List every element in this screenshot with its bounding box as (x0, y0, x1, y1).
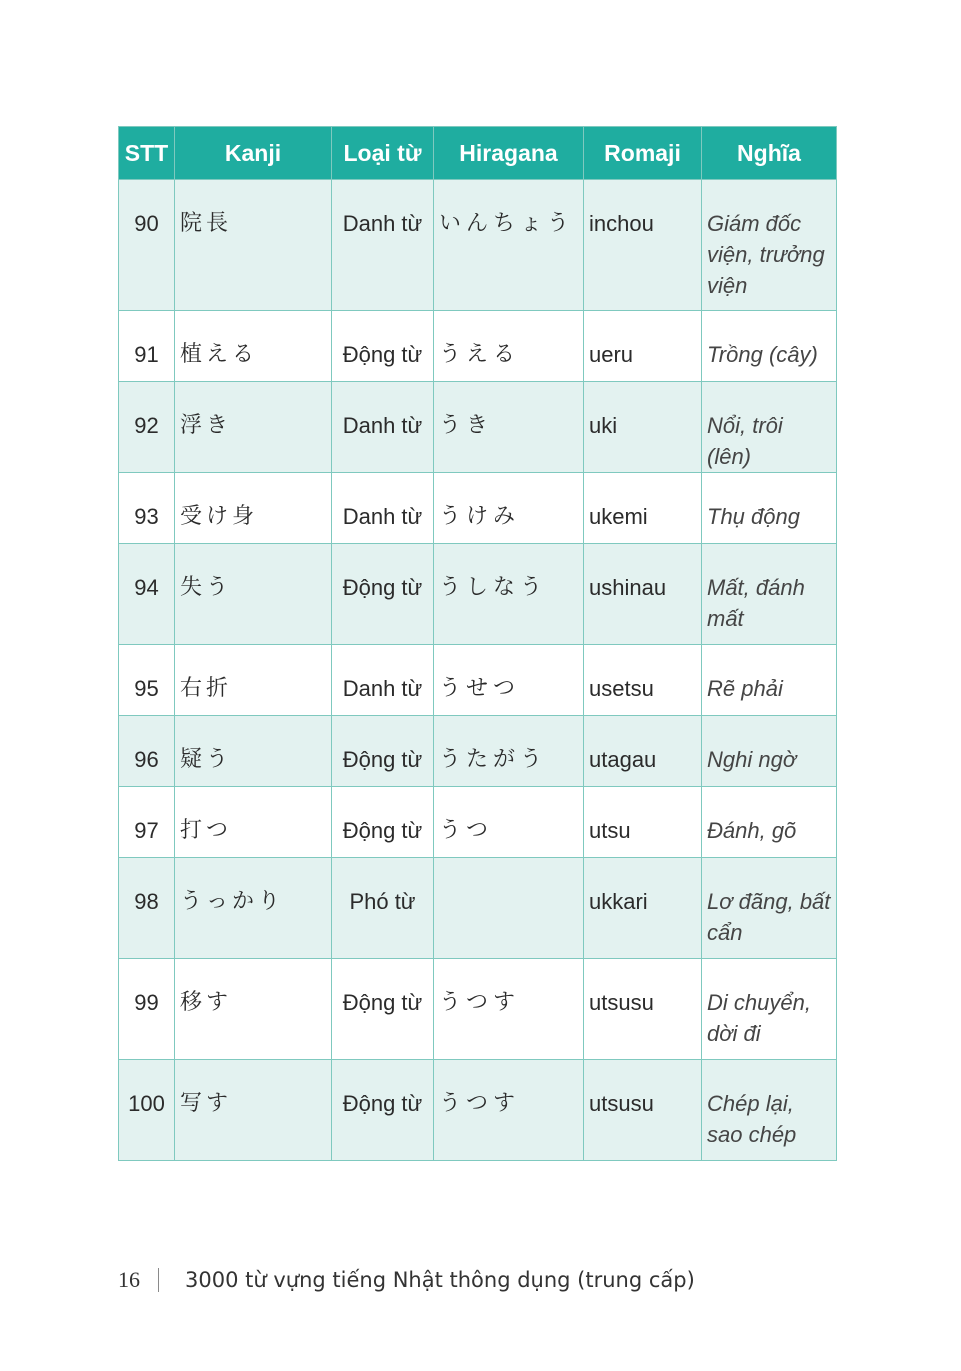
cell-word-type: Động từ (332, 959, 434, 1060)
cell-kanji: 植える (175, 311, 332, 382)
cell-kanji: 写す (175, 1060, 332, 1161)
cell-hiragana: うけみ (434, 473, 584, 544)
header-stt: STT (119, 127, 175, 180)
cell-stt: 92 (119, 382, 175, 473)
table-body (119, 180, 837, 1161)
header-kanji: Kanji (175, 127, 332, 180)
table-row (119, 311, 837, 382)
table-row (119, 858, 837, 959)
cell-kanji: 右折 (175, 645, 332, 716)
cell-hiragana: うつす (434, 1060, 584, 1161)
cell-romaji: ukkari (584, 858, 702, 959)
cell-stt: 91 (119, 311, 175, 382)
table-row (119, 382, 837, 473)
cell-meaning: Chép lại, sao chép (702, 1060, 837, 1161)
header-word-type: Loại từ (332, 127, 434, 180)
table-row (119, 180, 837, 311)
table-row (119, 959, 837, 1060)
cell-hiragana: いんちょう (434, 180, 584, 311)
cell-meaning: Nghi ngờ (702, 716, 837, 787)
cell-meaning: Rẽ phải (702, 645, 837, 716)
table-row (119, 544, 837, 645)
page-number: 16 (118, 1267, 140, 1292)
cell-romaji: utagau (584, 716, 702, 787)
cell-kanji: 浮き (175, 382, 332, 473)
cell-stt: 96 (119, 716, 175, 787)
cell-romaji: inchou (584, 180, 702, 311)
table-row (119, 716, 837, 787)
cell-word-type: Phó từ (332, 858, 434, 959)
cell-kanji: 移す (175, 959, 332, 1060)
cell-kanji: うっかり (175, 858, 332, 959)
vocabulary-table (118, 126, 837, 1161)
cell-meaning: Nổi, trôi (lên) (702, 382, 837, 473)
cell-word-type: Động từ (332, 787, 434, 858)
cell-romaji: utsusu (584, 1060, 702, 1161)
cell-word-type: Động từ (332, 544, 434, 645)
footer-divider (158, 1268, 159, 1292)
cell-hiragana: うせつ (434, 645, 584, 716)
cell-word-type: Động từ (332, 311, 434, 382)
cell-romaji: ueru (584, 311, 702, 382)
cell-romaji: ushinau (584, 544, 702, 645)
cell-hiragana: うき (434, 382, 584, 473)
table-row (119, 645, 837, 716)
cell-word-type: Động từ (332, 1060, 434, 1161)
cell-hiragana: うつす (434, 959, 584, 1060)
cell-stt: 90 (119, 180, 175, 311)
cell-word-type: Danh từ (332, 180, 434, 311)
cell-hiragana: うしなう (434, 544, 584, 645)
cell-romaji: utsusu (584, 959, 702, 1060)
cell-kanji: 失う (175, 544, 332, 645)
cell-meaning: Giám đốc viện, trưởng viện (702, 180, 837, 311)
cell-kanji: 打つ (175, 787, 332, 858)
cell-hiragana: うたがう (434, 716, 584, 787)
cell-romaji: usetsu (584, 645, 702, 716)
cell-word-type: Danh từ (332, 382, 434, 473)
cell-stt: 95 (119, 645, 175, 716)
cell-stt: 93 (119, 473, 175, 544)
book-title: 3000 từ vựng tiếng Nhật thông dụng (trung cấp) (185, 1268, 695, 1292)
cell-word-type: Danh từ (332, 473, 434, 544)
cell-stt: 99 (119, 959, 175, 1060)
cell-hiragana: うえる (434, 311, 584, 382)
cell-stt: 94 (119, 544, 175, 645)
cell-word-type: Danh từ (332, 645, 434, 716)
cell-meaning: Trồng (cây) (702, 311, 837, 382)
cell-hiragana: うつ (434, 787, 584, 858)
cell-stt: 100 (119, 1060, 175, 1161)
cell-meaning: Thụ động (702, 473, 837, 544)
cell-stt: 98 (119, 858, 175, 959)
cell-kanji: 院長 (175, 180, 332, 311)
header-hiragana: Hiragana (434, 127, 584, 180)
header-romaji: Romaji (584, 127, 702, 180)
page-footer (118, 1264, 695, 1296)
cell-meaning: Mất, đánh mất (702, 544, 837, 645)
cell-stt: 97 (119, 787, 175, 858)
cell-meaning: Đánh, gõ (702, 787, 837, 858)
cell-kanji: 疑う (175, 716, 332, 787)
cell-hiragana (434, 858, 584, 959)
table-row (119, 473, 837, 544)
cell-romaji: uki (584, 382, 702, 473)
cell-meaning: Di chuyển, dời đi (702, 959, 837, 1060)
cell-romaji: ukemi (584, 473, 702, 544)
cell-meaning: Lơ đãng, bất cẩn (702, 858, 837, 959)
cell-romaji: utsu (584, 787, 702, 858)
cell-kanji: 受け身 (175, 473, 332, 544)
table-row (119, 1060, 837, 1161)
table-row (119, 787, 837, 858)
table-header-row (119, 127, 837, 180)
header-meaning: Nghĩa (702, 127, 837, 180)
cell-word-type: Động từ (332, 716, 434, 787)
